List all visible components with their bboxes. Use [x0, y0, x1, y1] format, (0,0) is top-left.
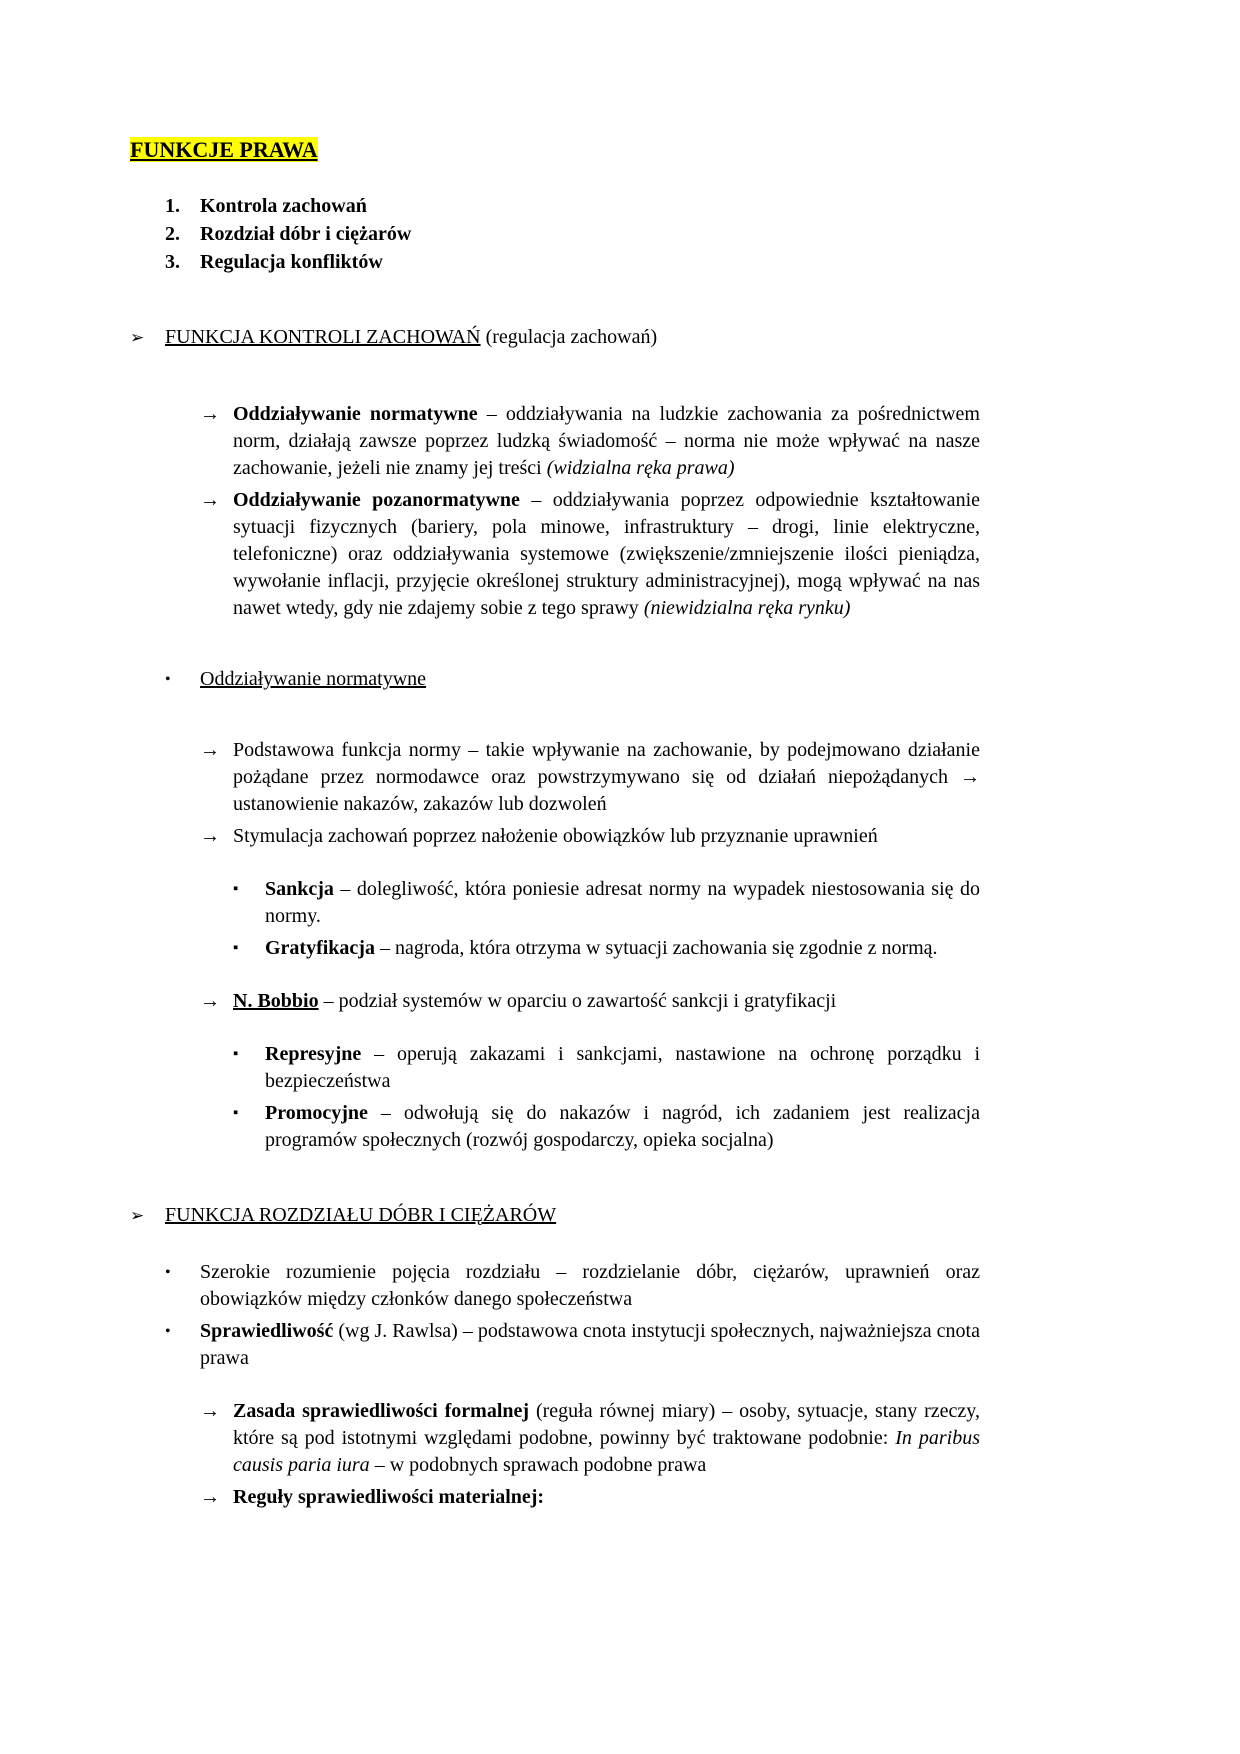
arrow-paragraph [200, 737, 980, 818]
bullet-item [165, 1318, 980, 1372]
section2-heading [165, 1202, 980, 1229]
list-item [165, 221, 980, 248]
bullet-icon: • [165, 1323, 171, 1340]
square-bullet-icon: ▪ [233, 881, 239, 897]
paragraph-body: – w podobnych sprawach podobne prawa [369, 1454, 707, 1476]
page-title: FUNKCJE PRAWA [130, 137, 318, 162]
arrow-paragraph [200, 823, 980, 850]
arrow-icon: → [200, 990, 220, 1012]
section2-heading-row [130, 1202, 980, 1229]
section2-bullet-group [130, 1259, 980, 1372]
paragraph-body: – oddziaływania poprzez odpowiednie kształtowanie sytuacji fizycznych (bariery, pola minowe, infrastruktury – drogi, linie elektryczne, telefoniczne) oraz oddziaływania systemowe (zwiększenie/zmniejszenie ilości pieniądza, wywołanie inflacji, przyjęcie określonej struktury administracyjnej), mogą wpływać na nas nawet wtedy, gdy nie zdajemy sobie z tego sprawy [233, 489, 980, 619]
chevron-icon: ➢ [130, 328, 145, 347]
paragraph-body: (reguła równej miary) – osoby, sytuacje, stany rzeczy, które są pod istotnymi względami podobne, powinny być traktowane podobnie: [233, 1400, 981, 1449]
square-bullet-item [233, 935, 980, 962]
bullet-lead: Gratyfikacja [265, 937, 375, 959]
paragraph-text [233, 401, 980, 482]
chevron-icon: ➢ [130, 1206, 145, 1225]
paragraph-italic: (widzialna ręka prawa) [546, 457, 735, 479]
bullet-lead: Sprawiedliwość [200, 1320, 334, 1342]
list-number: 2. [165, 223, 180, 245]
square-bullet-item [233, 1100, 980, 1154]
paragraph-text [233, 988, 980, 1015]
numbered-list [130, 193, 980, 276]
bullet-body: – dolegliwość, która poniesie adresat normy na wypadek niestosowania się do normy. [265, 878, 980, 927]
paragraph-lead: Oddziaływanie normatywne [233, 403, 478, 425]
list-number: 1. [165, 195, 180, 217]
paragraph-lead: Oddziaływanie pozanormatywne [233, 489, 520, 511]
bullet-text [265, 935, 980, 962]
square-bullet-icon: ▪ [233, 940, 239, 956]
arrow-paragraph [200, 1398, 980, 1479]
arrow-icon: → [200, 739, 220, 761]
bullet-lead: Promocyjne [265, 1102, 368, 1124]
paragraph-text: Podstawowa funkcja normy – takie wpływanie na zachowanie, by podejmowano działanie pożądane przez normodawce oraz powstrzymywano się od działań niepożądanych → ustanowienie nakazów, zakazów lub dozwoleń [233, 739, 980, 815]
bullet-text [265, 1041, 980, 1095]
bullet-text [265, 1100, 980, 1154]
bullet-item [165, 1259, 980, 1313]
bullet-body: – nagroda, która otrzyma w sytuacji zachowania się zgodnie z normą. [374, 937, 938, 959]
list-item [165, 193, 980, 220]
section1-heading-note: (regulacja zachowań) [480, 326, 658, 348]
list-item [165, 249, 980, 276]
paragraph-italic: In paribus causis paria iura [233, 1427, 980, 1476]
arrow-paragraph [200, 487, 980, 622]
square-bullet-icon: ▪ [233, 1105, 239, 1121]
list-text: Kontrola zachowań [200, 195, 367, 217]
section2-heading-text: FUNKCJA ROZDZIAŁU DÓBR I CIĘŻARÓW [165, 1204, 557, 1226]
square-bullet-item [233, 876, 980, 930]
bullet-text [265, 876, 980, 930]
bullet-text [200, 1318, 980, 1372]
paragraph-text [233, 1398, 980, 1479]
list-text: Regulacja konfliktów [200, 251, 383, 273]
bullet-icon: • [165, 1264, 171, 1281]
paragraph-body: – oddziaływania na ludzkie zachowania za pośrednictwem norm, działają zawsze poprzez ludzką świadomość – norma nie może wpływać na nasze zachowanie, jeżeli nie znamy jej treści [233, 403, 980, 479]
paragraph-lead: Zasada sprawiedliwości formalnej [233, 1400, 530, 1422]
section2-arrow-group [130, 1398, 980, 1511]
paragraph-italic: (niewidzialna ręka rynku) [643, 597, 851, 619]
subsection-heading: Oddziaływanie normatywne [200, 668, 427, 690]
bullet-lead: Sankcja [265, 878, 334, 900]
list-text: Rozdział dóbr i ciężarów [200, 223, 412, 245]
section1-arrow-group [130, 401, 980, 622]
subsection-arrow-group [130, 737, 980, 850]
list-number: 3. [165, 251, 180, 273]
arrow-paragraph [200, 1484, 980, 1511]
arrow-icon: → [200, 825, 220, 847]
paragraph-text: Stymulacja zachowań poprzez nałożenie obowiązków lub przyznanie uprawnień [233, 825, 878, 847]
section1-heading-row [130, 324, 980, 351]
section1-heading [165, 324, 980, 351]
bullet-body: – operują zakazami i sankcjami, nastawione na ochronę porządku i bezpieczeństwa [265, 1043, 980, 1092]
square-bullet-group [130, 1041, 980, 1154]
bullet-text: Szerokie rozumienie pojęcia rozdziału – rozdzielanie dóbr, ciężarów, uprawnień oraz obowiązków między członków danego społeczeństwa [200, 1261, 980, 1310]
bullet-body: (wg J. Rawlsa) – podstawowa cnota instytucji społecznych, najważniejsza cnota prawa [200, 1320, 980, 1369]
arrow-icon: → [200, 489, 220, 511]
bullet-icon: • [165, 671, 171, 688]
document-title-row [130, 135, 980, 165]
arrow-paragraph-bobbio [200, 988, 980, 1015]
arrow-icon: → [200, 1486, 220, 1508]
paragraph-body: – podział systemów w oparciu o zawartość sankcji i gratyfikacji [318, 990, 837, 1012]
paragraph-text [233, 487, 980, 622]
subsection-heading-row [165, 666, 980, 693]
paragraph-text [233, 1484, 980, 1511]
section1-heading-text: FUNKCJA KONTROLI ZACHOWAŃ [165, 326, 481, 348]
arrow-paragraph [200, 401, 980, 482]
square-bullet-group [130, 876, 980, 962]
bullet-body: – odwołują się do nakazów i nagród, ich zadaniem jest realizacja programów społecznych (rozwój gospodarczy, opieka socjalna) [265, 1102, 980, 1151]
bullet-lead: Represyjne [265, 1043, 362, 1065]
arrow-icon: → [200, 403, 220, 425]
arrow-icon: → [200, 1400, 220, 1422]
paragraph-lead: Reguły sprawiedliwości materialnej: [233, 1486, 545, 1508]
paragraph-lead: N. Bobbio [233, 990, 319, 1012]
square-bullet-item [233, 1041, 980, 1095]
square-bullet-icon: ▪ [233, 1046, 239, 1062]
